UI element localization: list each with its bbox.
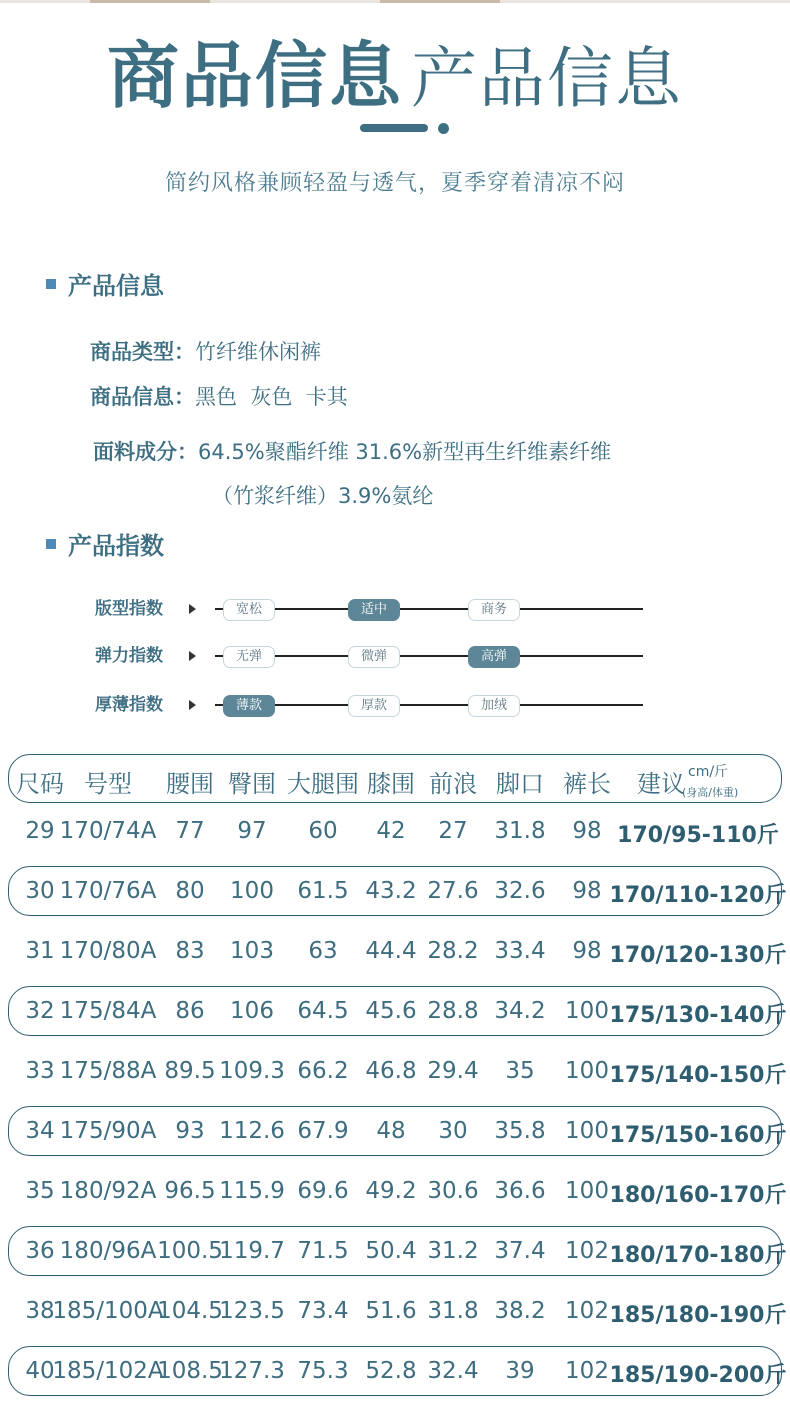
table-cell: 77 bbox=[175, 818, 205, 844]
table-cell: 43.2 bbox=[365, 878, 417, 904]
table-header-cell: 号型 bbox=[84, 770, 132, 798]
table-cell: 80 bbox=[175, 878, 205, 904]
table-cell: 102 bbox=[565, 1238, 609, 1264]
table-cell: 61.5 bbox=[297, 878, 349, 904]
arrow-right-icon bbox=[189, 651, 196, 661]
table-cell: 180/92A bbox=[59, 1178, 157, 1204]
index-scale-line bbox=[215, 655, 643, 657]
recommend-cell: 170/110-120斤 bbox=[609, 883, 787, 908]
table-cell: 30 bbox=[25, 878, 55, 904]
index-option-pill: 加绒 bbox=[468, 695, 520, 717]
table-header-cell: 前浪 bbox=[429, 770, 477, 798]
table-cell: 33.4 bbox=[494, 938, 546, 964]
page-title bbox=[0, 18, 790, 122]
info-fabric bbox=[93, 436, 611, 466]
table-cell: 38.2 bbox=[494, 1298, 546, 1324]
recommend-cell: 185/190-200斤 bbox=[609, 1363, 787, 1388]
index-label: 厚薄指数 bbox=[95, 695, 163, 715]
table-cell: 98 bbox=[572, 878, 602, 904]
section-heading: 产品信息 bbox=[68, 272, 164, 300]
table-cell: 52.8 bbox=[365, 1358, 417, 1384]
index-option-pill: 商务 bbox=[468, 599, 520, 621]
table-cell: 67.9 bbox=[297, 1118, 349, 1144]
recommend-cell: 180/170-180斤 bbox=[609, 1243, 787, 1268]
table-cell: 112.6 bbox=[219, 1118, 285, 1144]
table-cell: 102 bbox=[565, 1358, 609, 1384]
table-cell: 36.6 bbox=[494, 1178, 546, 1204]
info-value: 64.5%聚酯纤维 31.6%新型再生纤维素纤维 bbox=[198, 440, 612, 464]
info-value: 黑色 灰色 卡其 bbox=[195, 385, 348, 409]
table-cell: 180/96A bbox=[59, 1238, 157, 1264]
table-cell: 60 bbox=[308, 818, 338, 844]
table-header-cell: 建议 bbox=[637, 770, 685, 798]
index-scale-line bbox=[215, 608, 643, 610]
section-heading: 产品指数 bbox=[68, 532, 164, 560]
table-cell: 96.5 bbox=[164, 1178, 216, 1204]
index-label: 版型指数 bbox=[95, 599, 163, 619]
index-option-pill: 微弹 bbox=[348, 646, 400, 668]
index-label: 弹力指数 bbox=[95, 646, 163, 666]
table-cell: 42 bbox=[376, 818, 406, 844]
square-bullet-icon bbox=[46, 539, 56, 549]
table-cell: 37.4 bbox=[494, 1238, 546, 1264]
table-cell: 75.3 bbox=[297, 1358, 349, 1384]
table-cell: 35 bbox=[505, 1058, 535, 1084]
section-product-index bbox=[46, 526, 164, 561]
unit-label: cm/斤 bbox=[688, 764, 729, 780]
index-option-pill: 厚款 bbox=[348, 695, 400, 717]
table-cell: 69.6 bbox=[297, 1178, 349, 1204]
table-cell: 34.2 bbox=[494, 998, 546, 1024]
table-cell: 103 bbox=[230, 938, 274, 964]
info-key: 商品类型： bbox=[90, 340, 195, 364]
index-option-pill: 宽松 bbox=[223, 599, 275, 621]
table-cell: 97 bbox=[237, 818, 267, 844]
table-cell: 28.8 bbox=[427, 998, 479, 1024]
table-cell: 102 bbox=[565, 1298, 609, 1324]
info-colors bbox=[90, 381, 348, 411]
table-cell: 170/74A bbox=[59, 818, 157, 844]
table-cell: 51.6 bbox=[365, 1298, 417, 1324]
table-cell: 40 bbox=[25, 1358, 55, 1384]
title-underline bbox=[360, 124, 428, 132]
table-cell: 100 bbox=[230, 878, 274, 904]
table-cell: 127.3 bbox=[219, 1358, 285, 1384]
table-cell: 34 bbox=[25, 1118, 55, 1144]
page-subtitle: 简约风格兼顾轻盈与透气，夏季穿着清凉不闷 bbox=[164, 171, 625, 196]
table-cell: 89.5 bbox=[164, 1058, 216, 1084]
table-cell: 29.4 bbox=[427, 1058, 479, 1084]
table-cell: 73.4 bbox=[297, 1298, 349, 1324]
info-value: 竹纤维休闲裤 bbox=[195, 340, 321, 364]
table-cell: 32.4 bbox=[427, 1358, 479, 1384]
index-option-pill: 高弹 bbox=[468, 646, 520, 668]
table-cell: 100 bbox=[565, 1118, 609, 1144]
arrow-right-icon bbox=[189, 700, 196, 710]
table-cell: 31.8 bbox=[494, 818, 546, 844]
table-cell: 123.5 bbox=[219, 1298, 285, 1324]
index-option-pill: 适中 bbox=[348, 599, 400, 621]
table-cell: 98 bbox=[572, 938, 602, 964]
table-cell: 46.8 bbox=[365, 1058, 417, 1084]
recommend-cell: 175/140-150斤 bbox=[609, 1063, 787, 1088]
table-cell: 170/80A bbox=[59, 938, 157, 964]
table-cell: 175/90A bbox=[59, 1118, 157, 1144]
table-cell: 32.6 bbox=[494, 878, 546, 904]
table-cell: 63 bbox=[308, 938, 338, 964]
table-cell: 83 bbox=[175, 938, 205, 964]
section-product-info bbox=[46, 266, 164, 301]
table-cell: 30 bbox=[438, 1118, 468, 1144]
table-cell: 185/100A bbox=[52, 1298, 164, 1324]
index-scale-line bbox=[215, 704, 643, 706]
index-option-pill: 无弹 bbox=[223, 646, 275, 668]
table-cell: 66.2 bbox=[297, 1058, 349, 1084]
table-header-cell: 大腿围 bbox=[287, 770, 359, 798]
table-cell: 185/102A bbox=[52, 1358, 164, 1384]
table-cell: 100 bbox=[565, 998, 609, 1024]
table-header-cell: 臀围 bbox=[228, 770, 276, 798]
table-cell: 108.5 bbox=[157, 1358, 223, 1384]
table-cell: 104.5 bbox=[157, 1298, 223, 1324]
table-cell: 39 bbox=[505, 1358, 535, 1384]
table-cell: 64.5 bbox=[297, 998, 349, 1024]
table-cell: 31.2 bbox=[427, 1238, 479, 1264]
info-key: 商品信息： bbox=[90, 385, 195, 409]
table-cell: 170/76A bbox=[59, 878, 157, 904]
table-cell: 32 bbox=[25, 998, 55, 1024]
recommend-cell: 170/120-130斤 bbox=[609, 943, 787, 968]
table-header-cell: 脚口 bbox=[496, 770, 544, 798]
table-cell: 49.2 bbox=[365, 1178, 417, 1204]
table-header-cell: 裤长 bbox=[563, 770, 611, 798]
info-fabric-cont bbox=[212, 480, 433, 510]
title-bold: 商品信息 bbox=[106, 34, 403, 118]
table-cell: 45.6 bbox=[365, 998, 417, 1024]
table-cell: 106 bbox=[230, 998, 274, 1024]
table-header-cell: 尺码 bbox=[16, 770, 64, 798]
table-cell: 109.3 bbox=[219, 1058, 285, 1084]
recommend-cell: 175/130-140斤 bbox=[609, 1003, 787, 1028]
info-type bbox=[90, 336, 321, 366]
table-cell: 100 bbox=[565, 1178, 609, 1204]
index-option-pill: 薄款 bbox=[223, 695, 275, 717]
recommend-cell: 180/160-170斤 bbox=[609, 1183, 787, 1208]
info-value: （竹浆纤维）3.9%氨纶 bbox=[212, 484, 434, 508]
table-cell: 33 bbox=[25, 1058, 55, 1084]
table-cell: 100 bbox=[565, 1058, 609, 1084]
recommend-cell: 170/95-110斤 bbox=[617, 823, 779, 848]
arrow-right-icon bbox=[189, 604, 196, 614]
table-cell: 175/88A bbox=[59, 1058, 157, 1084]
recommend-cell: 175/150-160斤 bbox=[609, 1123, 787, 1148]
table-cell: 27.6 bbox=[427, 878, 479, 904]
unit-note: (身高/体重) bbox=[682, 786, 739, 799]
table-cell: 50.4 bbox=[365, 1238, 417, 1264]
table-cell: 98 bbox=[572, 818, 602, 844]
table-cell: 93 bbox=[175, 1118, 205, 1144]
table-cell: 100.5 bbox=[157, 1238, 223, 1264]
table-cell: 71.5 bbox=[297, 1238, 349, 1264]
table-cell: 36 bbox=[25, 1238, 55, 1264]
table-cell: 38 bbox=[25, 1298, 55, 1324]
table-cell: 35 bbox=[25, 1178, 55, 1204]
table-cell: 48 bbox=[376, 1118, 406, 1144]
table-cell: 35.8 bbox=[494, 1118, 546, 1144]
table-cell: 115.9 bbox=[219, 1178, 285, 1204]
table-header-cell: 腰围 bbox=[166, 770, 214, 798]
table-cell: 31 bbox=[25, 938, 55, 964]
table-cell: 86 bbox=[175, 998, 205, 1024]
table-cell: 175/84A bbox=[59, 998, 157, 1024]
table-cell: 119.7 bbox=[219, 1238, 285, 1264]
table-cell: 28.2 bbox=[427, 938, 479, 964]
table-cell: 31.8 bbox=[427, 1298, 479, 1324]
info-key: 面料成分： bbox=[93, 440, 198, 464]
recommend-cell: 185/180-190斤 bbox=[609, 1303, 787, 1328]
top-photo-strip bbox=[0, 0, 790, 3]
table-cell: 29 bbox=[25, 818, 55, 844]
table-cell: 44.4 bbox=[365, 938, 417, 964]
title-underline-dot bbox=[438, 123, 449, 134]
square-bullet-icon bbox=[46, 279, 56, 289]
table-header-cell: 膝围 bbox=[367, 770, 415, 798]
title-light: 产品信息 bbox=[411, 40, 683, 117]
table-cell: 30.6 bbox=[427, 1178, 479, 1204]
table-cell: 27 bbox=[438, 818, 468, 844]
